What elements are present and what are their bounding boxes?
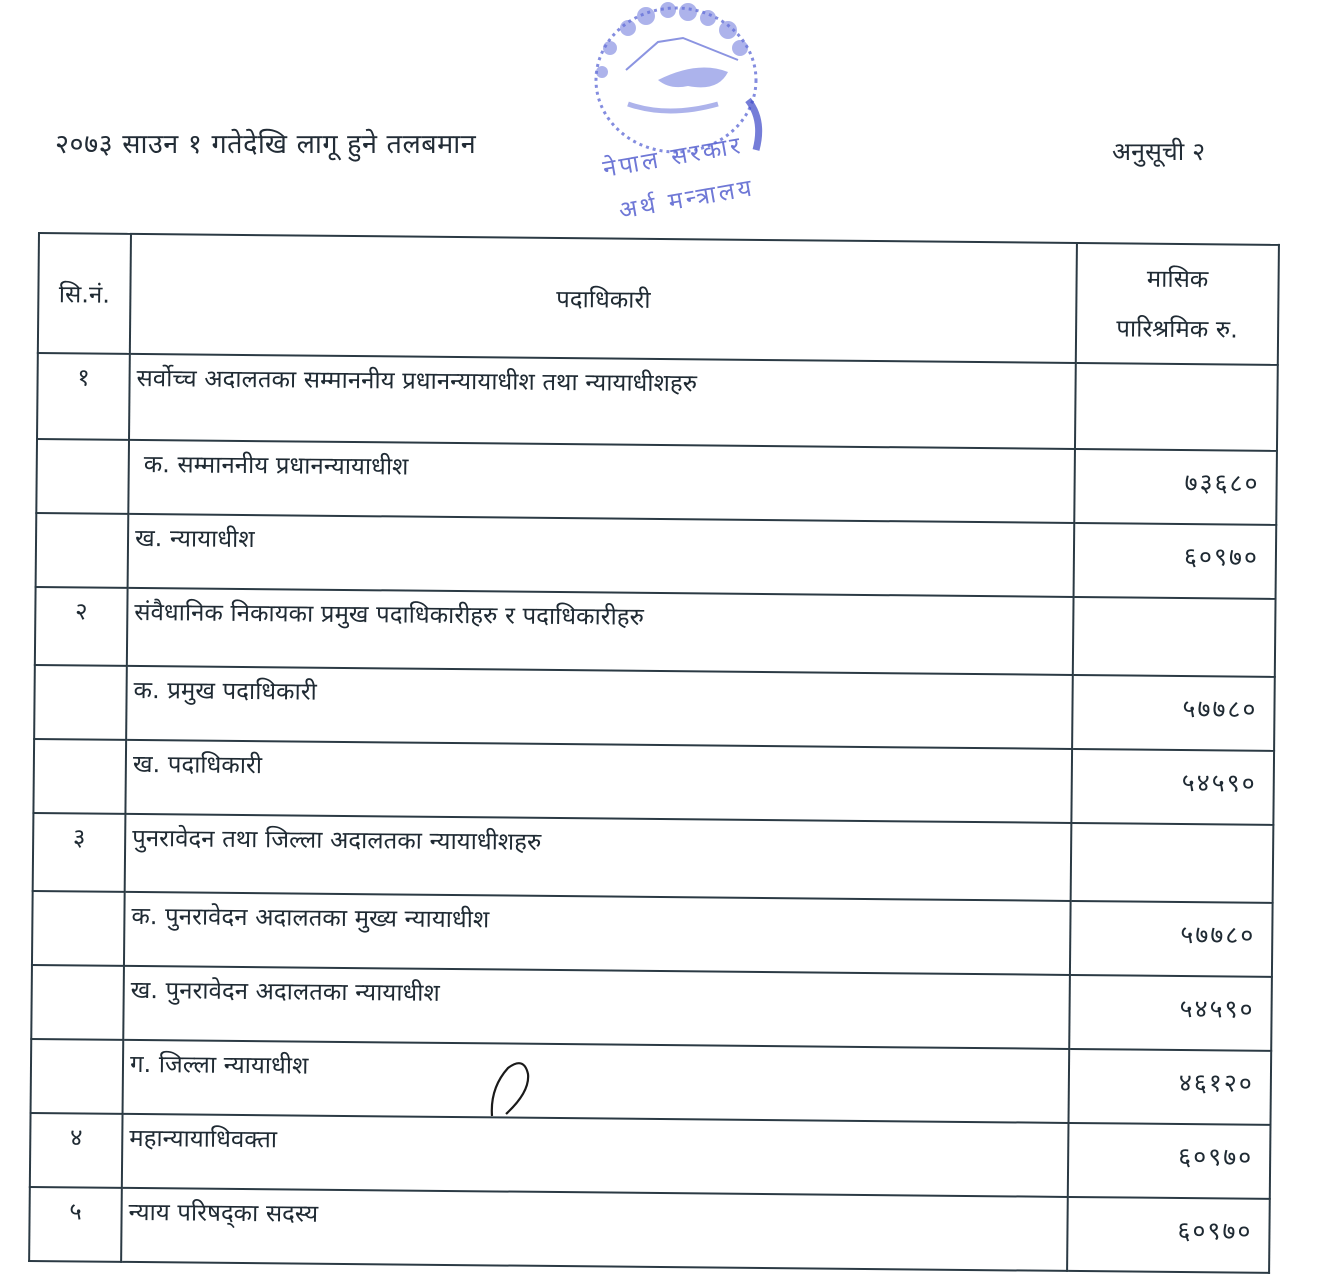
pay-cell (1073, 597, 1276, 677)
serial-cell (33, 739, 126, 814)
pay-cell: ५७७८० (1072, 675, 1275, 751)
signature-mark (486, 1058, 556, 1122)
serial-cell (31, 1039, 124, 1114)
government-stamp (588, 0, 788, 230)
post-cell: क. सम्माननीय प्रधानन्यायाधीश (128, 440, 1075, 523)
post-cell: ग. जिल्ला न्यायाधीश (123, 1040, 1070, 1123)
pay-cell: ५४५९० (1071, 749, 1274, 825)
serial-cell: १ (37, 353, 130, 440)
serial-cell (34, 665, 127, 740)
post-cell: संवैधानिक निकायका प्रमुख पदाधिकारीहरु र पदाधिकारीहरु (127, 588, 1074, 675)
signature-icon (486, 1058, 556, 1118)
pay-cell (1071, 823, 1274, 903)
table-row (33, 739, 1274, 825)
serial-cell (36, 513, 129, 588)
table-row (36, 513, 1277, 599)
pay-cell: ६०९७० (1068, 1123, 1271, 1199)
serial-cell: ४ (30, 1113, 123, 1188)
stamp-text-line1: नेपाल सरकार (600, 130, 746, 184)
column-header-pay-line2: पारिश्रमिक रु. (1116, 314, 1238, 344)
table-row (33, 813, 1274, 903)
salary-table-container (28, 232, 1308, 1274)
serial-cell (31, 965, 124, 1040)
table-row (31, 965, 1272, 1051)
stamp-text-line2: अर्थ मन्त्रालय (616, 173, 757, 225)
serial-cell (36, 439, 129, 514)
table-row (37, 353, 1278, 451)
pay-cell: ६०९७० (1067, 1197, 1270, 1273)
pay-cell (1075, 363, 1278, 451)
post-cell: सर्वोच्च अदालतका सम्माननीय प्रधानन्यायाधीश तथा न्यायाधीशहरु (129, 354, 1076, 449)
serial-cell: २ (35, 587, 128, 666)
table-row (32, 891, 1273, 977)
table-row (36, 439, 1277, 525)
document-title: २०७३ साउन १ गतेदेखि लागू हुने तलबमान (55, 129, 477, 160)
column-header-post: पदाधिकारी (130, 234, 1077, 363)
post-cell: महान्यायाधिवक्ता (122, 1114, 1069, 1197)
table-row (30, 1113, 1271, 1199)
post-cell: क. प्रमुख पदाधिकारी (126, 666, 1073, 749)
pay-cell: ५७७८० (1070, 901, 1273, 977)
schedule-label: अनुसूची २ (1112, 137, 1206, 166)
post-cell: ख. न्यायाधीश (128, 514, 1075, 597)
serial-cell: ३ (33, 813, 126, 892)
table-row (35, 587, 1276, 677)
pay-cell: ६०९७० (1074, 523, 1277, 599)
pay-cell: ७३६८० (1074, 449, 1277, 525)
serial-cell: ५ (29, 1187, 122, 1262)
table-row (29, 1187, 1270, 1273)
pay-cell: ४६१२० (1068, 1049, 1271, 1125)
column-header-pay-line1: मासिक (1146, 264, 1209, 294)
post-cell: ख. पदाधिकारी (125, 740, 1072, 823)
column-header-monthly-pay (1076, 243, 1279, 365)
post-cell: पुनरावेदन तथा जिल्ला अदालतका न्यायाधीशहरु (125, 814, 1072, 901)
table-row (34, 665, 1275, 751)
table-header-row (38, 233, 1279, 365)
post-cell: क. पुनरावेदन अदालतका मुख्य न्यायाधीश (124, 892, 1071, 975)
post-cell: न्याय परिषद्का सदस्य (121, 1188, 1068, 1271)
salary-table (28, 232, 1280, 1274)
column-header-serial: सि.नं. (38, 233, 131, 354)
pay-cell: ५४५९० (1069, 975, 1272, 1051)
serial-cell (32, 891, 125, 966)
post-cell: ख. पुनरावेदन अदालतका न्यायाधीश (123, 966, 1070, 1049)
